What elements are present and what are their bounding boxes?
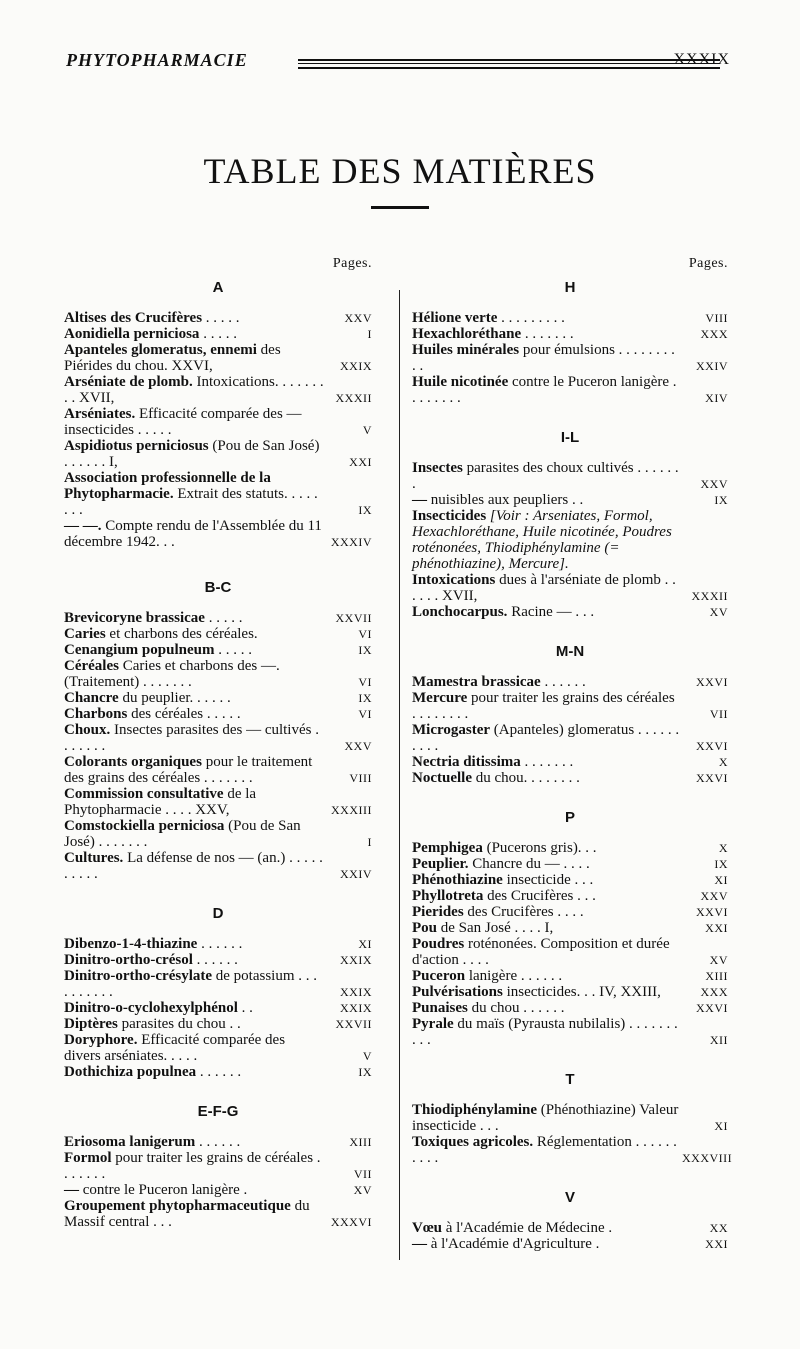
entry-page: XI [358, 937, 372, 951]
entry-term: Altises des Crucifères [64, 310, 203, 326]
entry-text: de la Phytopharmacie . . . . XXV, [64, 786, 257, 818]
index-entry [64, 690, 372, 706]
entry-text: (Apanteles) glomeratus . . . . . . . . . . [412, 722, 680, 754]
entry-text: pour traiter les grains de céréales . . . . . . . [64, 1150, 321, 1182]
column-divider [399, 290, 400, 1260]
entry-text: . . . . . [203, 326, 237, 342]
entry-term: Cultures. [64, 850, 124, 866]
entry-page: XX [709, 1221, 728, 1235]
section-letter: D [212, 905, 224, 922]
entry-text: . . . . . . [199, 1064, 242, 1080]
index-entry [412, 968, 728, 984]
entry-term: Thiodiphénylamine [412, 1102, 538, 1118]
entry-term: Aspidiotus perniciosus [64, 438, 209, 454]
entry-term: Commission consultative [64, 786, 224, 802]
entry-text: . . . . . . . [524, 754, 574, 770]
entry-text: des Piérides du chou. XXVI, [64, 342, 281, 374]
index-entry [412, 984, 728, 1000]
entry-page: XXV [344, 311, 372, 325]
entry-text: [Voir : Arseniates, Formol, Hexachloréthane, Huile nicotinée, Poudres roténonées, Thiodiphénylamine (= phénothiazine), Mercure]. [412, 508, 672, 572]
entry-page: VI [358, 627, 372, 641]
entry-page: XXX [700, 985, 728, 999]
index-entry [412, 888, 728, 904]
index-entry [412, 674, 728, 690]
entry-term: Toxiques agricoles. [412, 1134, 534, 1150]
entry-term: Formol [64, 1150, 112, 1166]
index-entry [64, 968, 372, 1000]
entry-page: XXI [349, 455, 372, 469]
entry-term: Colorants organiques [64, 754, 202, 770]
index-entry [64, 610, 372, 626]
entry-page: XV [709, 953, 728, 967]
entry-page: V [362, 1049, 372, 1063]
entry-page: XXV [700, 477, 728, 491]
entry-page: VI [358, 707, 372, 721]
entry-page: XXIX [340, 985, 372, 999]
entry-text: Insectes parasites des — cultivés . . . . . . . [64, 722, 319, 754]
entry-page: VII [709, 707, 728, 721]
entry-text: des Crucifères . . . [487, 888, 596, 904]
running-header [66, 44, 730, 80]
entry-text: Compte rendu de l'Assemblée du 11 décembre 1942. . . [64, 518, 322, 550]
index-entry [412, 1102, 728, 1134]
entry-page: XI [714, 1119, 728, 1133]
entry-text: Caries et charbons des —. (Traitement) . . . . . . . [64, 658, 280, 690]
entry-text: du Massif central . . . [64, 1198, 310, 1230]
entry-term: Arséniate de plomb. [64, 374, 193, 390]
index-entry [412, 904, 728, 920]
entry-text: des Crucifères . . . . [467, 904, 584, 920]
pages-label: Pages. [332, 256, 372, 271]
entry-text: contre le Puceron lanigère . . . . . . . . [412, 374, 677, 406]
entry-term: Poudres [412, 936, 465, 952]
entry-term: Insecticides [412, 508, 487, 524]
entry-page: IX [358, 503, 372, 517]
index-entry [64, 722, 372, 754]
entry-page: IX [714, 857, 728, 871]
entry-text: du chou . . . . . . [471, 1000, 565, 1016]
index-entry [64, 406, 372, 438]
index-entry [64, 1182, 372, 1198]
entry-page: XXIV [696, 359, 728, 373]
index-entry [64, 626, 372, 642]
entry-page: XV [709, 605, 728, 619]
index-column-left [64, 256, 372, 1230]
entry-text: pour le traitement des grains des céréales . . . . . . . [64, 754, 313, 786]
entry-term: Pou [412, 920, 438, 936]
entry-text: . . . . . . [201, 936, 243, 952]
entry-page: XXVI [696, 905, 728, 919]
index-column-right [412, 256, 733, 1252]
header-double-rule [298, 59, 720, 69]
entry-term: — [412, 1236, 427, 1252]
entry-text: à l'Académie de Médecine . [445, 1220, 613, 1236]
entry-term: Lonchocarpus. [412, 604, 508, 620]
index-entry [412, 460, 728, 492]
index-entry [412, 310, 728, 326]
entry-page: XXVI [696, 1001, 728, 1015]
entry-term: Dibenzo-1-4-thiazine [64, 936, 198, 952]
entry-term: Doryphore. [64, 1032, 138, 1048]
entry-page: XIII [349, 1135, 372, 1149]
entry-page: XXXII [335, 391, 372, 405]
entry-term: Dinitro-o-cyclohexylphénol [64, 1000, 238, 1016]
entry-text: insecticides. . . IV, XXIII, [506, 984, 661, 1000]
entry-page: I [367, 835, 372, 849]
entry-text: . . . . . . . [524, 326, 574, 342]
entry-term: Caries [64, 626, 106, 642]
entry-page: XXI [705, 1237, 728, 1251]
entry-text: Racine — . . . [511, 604, 595, 620]
index-entry [412, 856, 728, 872]
entry-term: Mamestra brassicae [412, 674, 541, 690]
section-letter: E-F-G [197, 1103, 239, 1120]
section-letter: T [565, 1071, 575, 1088]
index-entry [64, 658, 372, 690]
entry-page: IX [358, 691, 372, 705]
index-entry [412, 1016, 728, 1048]
entry-text: (Pou de San José) . . . . . . I, [64, 438, 320, 470]
index-entry [412, 872, 728, 888]
entry-term: Insectes [412, 460, 463, 476]
entry-text: Extrait des statuts. . . . . . . . [64, 486, 318, 518]
index-entry [412, 1134, 733, 1166]
index-entry [64, 850, 372, 882]
entry-term: Peuplier. [412, 856, 469, 872]
entry-text: . . . . . . [199, 1134, 241, 1150]
entry-page: I [367, 327, 372, 341]
entry-text: et charbons des céréales. [109, 626, 258, 642]
entry-text: de potassium . . . . . . . . . . [64, 968, 318, 1000]
index-entry [412, 342, 728, 374]
entry-term: Aonidiella perniciosa [64, 326, 200, 342]
entry-term: Huiles minérales [412, 342, 520, 358]
entry-term: Cenangium populneum [64, 642, 215, 658]
entry-text: pour émulsions . . . . . . . . . . [412, 342, 675, 374]
entry-term: — —. [64, 518, 102, 534]
index-entry [412, 920, 728, 936]
index-entry [64, 706, 372, 722]
entry-text: pour traiter les grains des céréales . . . . . . . . [412, 690, 675, 722]
index-entry [64, 310, 372, 326]
entry-term: Comstockiella perniciosa [64, 818, 225, 834]
entry-page: XXVI [696, 675, 728, 689]
entry-term: Dinitro-ortho-crésol [64, 952, 193, 968]
entry-text: contre le Puceron lanigère . [82, 1182, 248, 1198]
entry-term: Brevicoryne brassicae [64, 610, 205, 626]
index-entry [64, 1032, 372, 1064]
page-number: XXXIX [673, 51, 730, 68]
entry-term: Apanteles glomeratus, ennemi [64, 342, 257, 358]
index-entry [412, 572, 728, 604]
section-letter: H [564, 279, 576, 296]
index-entry [412, 722, 728, 754]
entry-page: VIII [349, 771, 372, 785]
entry-term: Puceron [412, 968, 466, 984]
entry-page: X [718, 841, 728, 855]
entry-term: Pulvérisations [412, 984, 503, 1000]
entry-term: Arséniates. [64, 406, 136, 422]
entry-term: — [64, 1182, 79, 1198]
entry-text: du peuplier. . . . . . [122, 690, 231, 706]
entry-text: . . . . . . . . . [501, 310, 565, 326]
entry-term: Dinitro-ortho-crésylate [64, 968, 213, 984]
entry-page: XXIX [340, 359, 372, 373]
entry-text: . . . . . . [196, 952, 238, 968]
entry-page: V [362, 423, 372, 437]
entry-term: Vœu [412, 1220, 443, 1236]
entry-page: VIII [705, 311, 728, 325]
section-letter: B-C [204, 579, 232, 596]
entry-page: XXIX [340, 953, 372, 967]
entry-page: XXI [705, 921, 728, 935]
index-entry [412, 326, 728, 342]
entry-page: VII [353, 1167, 372, 1181]
entry-page: XXVII [335, 1017, 372, 1031]
entry-page: IX [358, 643, 372, 657]
index-entry [64, 326, 372, 342]
section-letter: V [564, 1189, 575, 1206]
entry-term: Microgaster [412, 722, 491, 738]
running-title: PHYTOPHARMACIE [66, 50, 248, 70]
entry-page: XXIV [340, 867, 372, 881]
index-entry [412, 936, 728, 968]
entry-text: Chancre du — . . . . [472, 856, 590, 872]
index-entry [412, 754, 728, 770]
entry-page: XXXIII [331, 803, 372, 817]
entry-text: lanigère . . . . . . [468, 968, 563, 984]
index-entry [64, 1016, 372, 1032]
section-letter: A [212, 279, 224, 296]
index-entry [64, 1064, 372, 1080]
index-entry [412, 840, 728, 856]
entry-term: Dothichiza populnea [64, 1064, 197, 1080]
entry-text: Efficacité comparée des — insecticides . . . . . [64, 406, 302, 438]
index-entry [412, 1236, 728, 1252]
index-entry [64, 952, 372, 968]
entry-page: XXV [344, 739, 372, 753]
entry-page: XXVII [335, 611, 372, 625]
entry-term: Chancre [64, 690, 119, 706]
entry-page: X [718, 755, 728, 769]
entry-page: XI [714, 873, 728, 887]
entry-term: Hexachloréthane [412, 326, 522, 342]
entry-term: Intoxications [412, 572, 496, 588]
index-entry [64, 818, 372, 850]
index-entry [412, 1000, 728, 1016]
index-entry [412, 770, 728, 786]
index-entry [412, 374, 728, 406]
index-entry [64, 1198, 372, 1230]
entry-text: des céréales . . . . . [131, 706, 241, 722]
entry-term: Eriosoma lanigerum [64, 1134, 196, 1150]
index-entry [64, 1134, 372, 1150]
index-entry [64, 374, 372, 406]
entry-text: dues à l'arséniate de plomb . . . . . . XVII, [412, 572, 676, 604]
entry-text: insecticide . . . [506, 872, 594, 888]
index-entry [412, 604, 728, 620]
entry-text: La défense de nos — (an.) . . . . . . . . . . [64, 850, 323, 882]
entry-term: Huile nicotinée [412, 374, 509, 390]
section-letter: M-N [555, 643, 585, 660]
entry-text: Réglementation . . . . . . . . . . [412, 1134, 677, 1166]
page-title: TABLE DES MATIÈRES [203, 151, 597, 191]
index-entry [64, 1150, 372, 1182]
index-entry [64, 438, 372, 470]
index-entry [412, 690, 728, 722]
entry-text: de San José . . . . I, [440, 920, 554, 936]
entry-text: . . . . . [205, 310, 240, 326]
entry-page: XXXIV [330, 535, 372, 549]
entry-term: Association professionnelle de la Phytopharmacie. [64, 470, 271, 502]
entry-term: Choux. [64, 722, 111, 738]
index-entry [64, 1000, 372, 1016]
index-entry [412, 492, 728, 508]
entry-text: parasites du chou . . [121, 1016, 241, 1032]
entry-page: XV [353, 1183, 372, 1197]
entry-term: Diptères [64, 1016, 118, 1032]
entry-page: XXVI [696, 771, 728, 785]
entry-page: XXVI [696, 739, 728, 753]
entry-term: Hélione verte [412, 310, 498, 326]
entry-page: XII [709, 1033, 728, 1047]
entry-term: Mercure [412, 690, 468, 706]
entry-text: du chou. . . . . . . . [475, 770, 580, 786]
entry-page: XXIX [340, 1001, 372, 1015]
entry-text: roténonées. Composition et durée d'action . . . . [412, 936, 670, 968]
entry-term: Pyrale [412, 1016, 454, 1032]
index-entry [412, 508, 728, 572]
entry-page: XXXII [691, 589, 728, 603]
entry-page: VI [358, 675, 372, 689]
entry-text: . . [241, 1000, 253, 1016]
index-entry [64, 936, 372, 952]
index-entry [64, 518, 372, 550]
entry-text: (Pucerons gris). . . [486, 840, 597, 856]
index-entry [412, 1220, 728, 1236]
index-entry [64, 342, 372, 374]
entry-page: XXXVI [330, 1215, 372, 1229]
entry-term: — [412, 492, 427, 508]
index-entry [64, 754, 372, 786]
entry-page: XXV [700, 889, 728, 903]
entry-text: à l'Académie d'Agriculture . [430, 1236, 600, 1252]
pages-label: Pages. [688, 256, 728, 271]
title-rule [371, 206, 429, 209]
entry-page: XIV [705, 391, 728, 405]
entry-page: IX [358, 1065, 372, 1079]
entry-term: Pemphigea [412, 840, 483, 856]
entry-page: IX [714, 493, 728, 507]
entry-term: Phénothiazine [412, 872, 503, 888]
index-entry [64, 786, 372, 818]
entry-page: XXXVIII [682, 1151, 733, 1165]
entry-text: nuisibles aux peupliers . . [430, 492, 584, 508]
section-letter: P [564, 809, 575, 826]
index-entry [64, 642, 372, 658]
entry-text: parasites des choux cultivés . . . . . . . [412, 460, 679, 492]
section-letter: I-L [560, 429, 580, 446]
entry-text: du maïs (Pyrausta nubilalis) . . . . . . . . . . [412, 1016, 678, 1048]
entry-text: . . . . . [208, 610, 243, 626]
entry-term: Phyllotreta [412, 888, 484, 904]
entry-term: Nectria ditissima [412, 754, 521, 770]
entry-text: (Pou de San José) . . . . . . . [64, 818, 301, 850]
entry-term: Groupement phytopharmaceutique [64, 1198, 291, 1214]
entry-text: . . . . . [218, 642, 252, 658]
entry-term: Pierides [412, 904, 464, 920]
entry-page: XXX [700, 327, 728, 341]
entry-term: Charbons [64, 706, 128, 722]
entry-text: . . . . . . [544, 674, 586, 690]
entry-term: Noctuelle [412, 770, 472, 786]
index-entry [64, 470, 372, 518]
entry-term: Céréales [64, 658, 119, 674]
entry-text: (Phénothiazine) Valeur insecticide . . . [412, 1102, 679, 1134]
entry-page: XIII [705, 969, 728, 983]
entry-term: Punaises [412, 1000, 468, 1016]
entry-text: Efficacité comparée des divers arséniates. . . . . [64, 1032, 286, 1064]
entry-text: Intoxications. . . . . . . . . XVII, [64, 374, 324, 406]
